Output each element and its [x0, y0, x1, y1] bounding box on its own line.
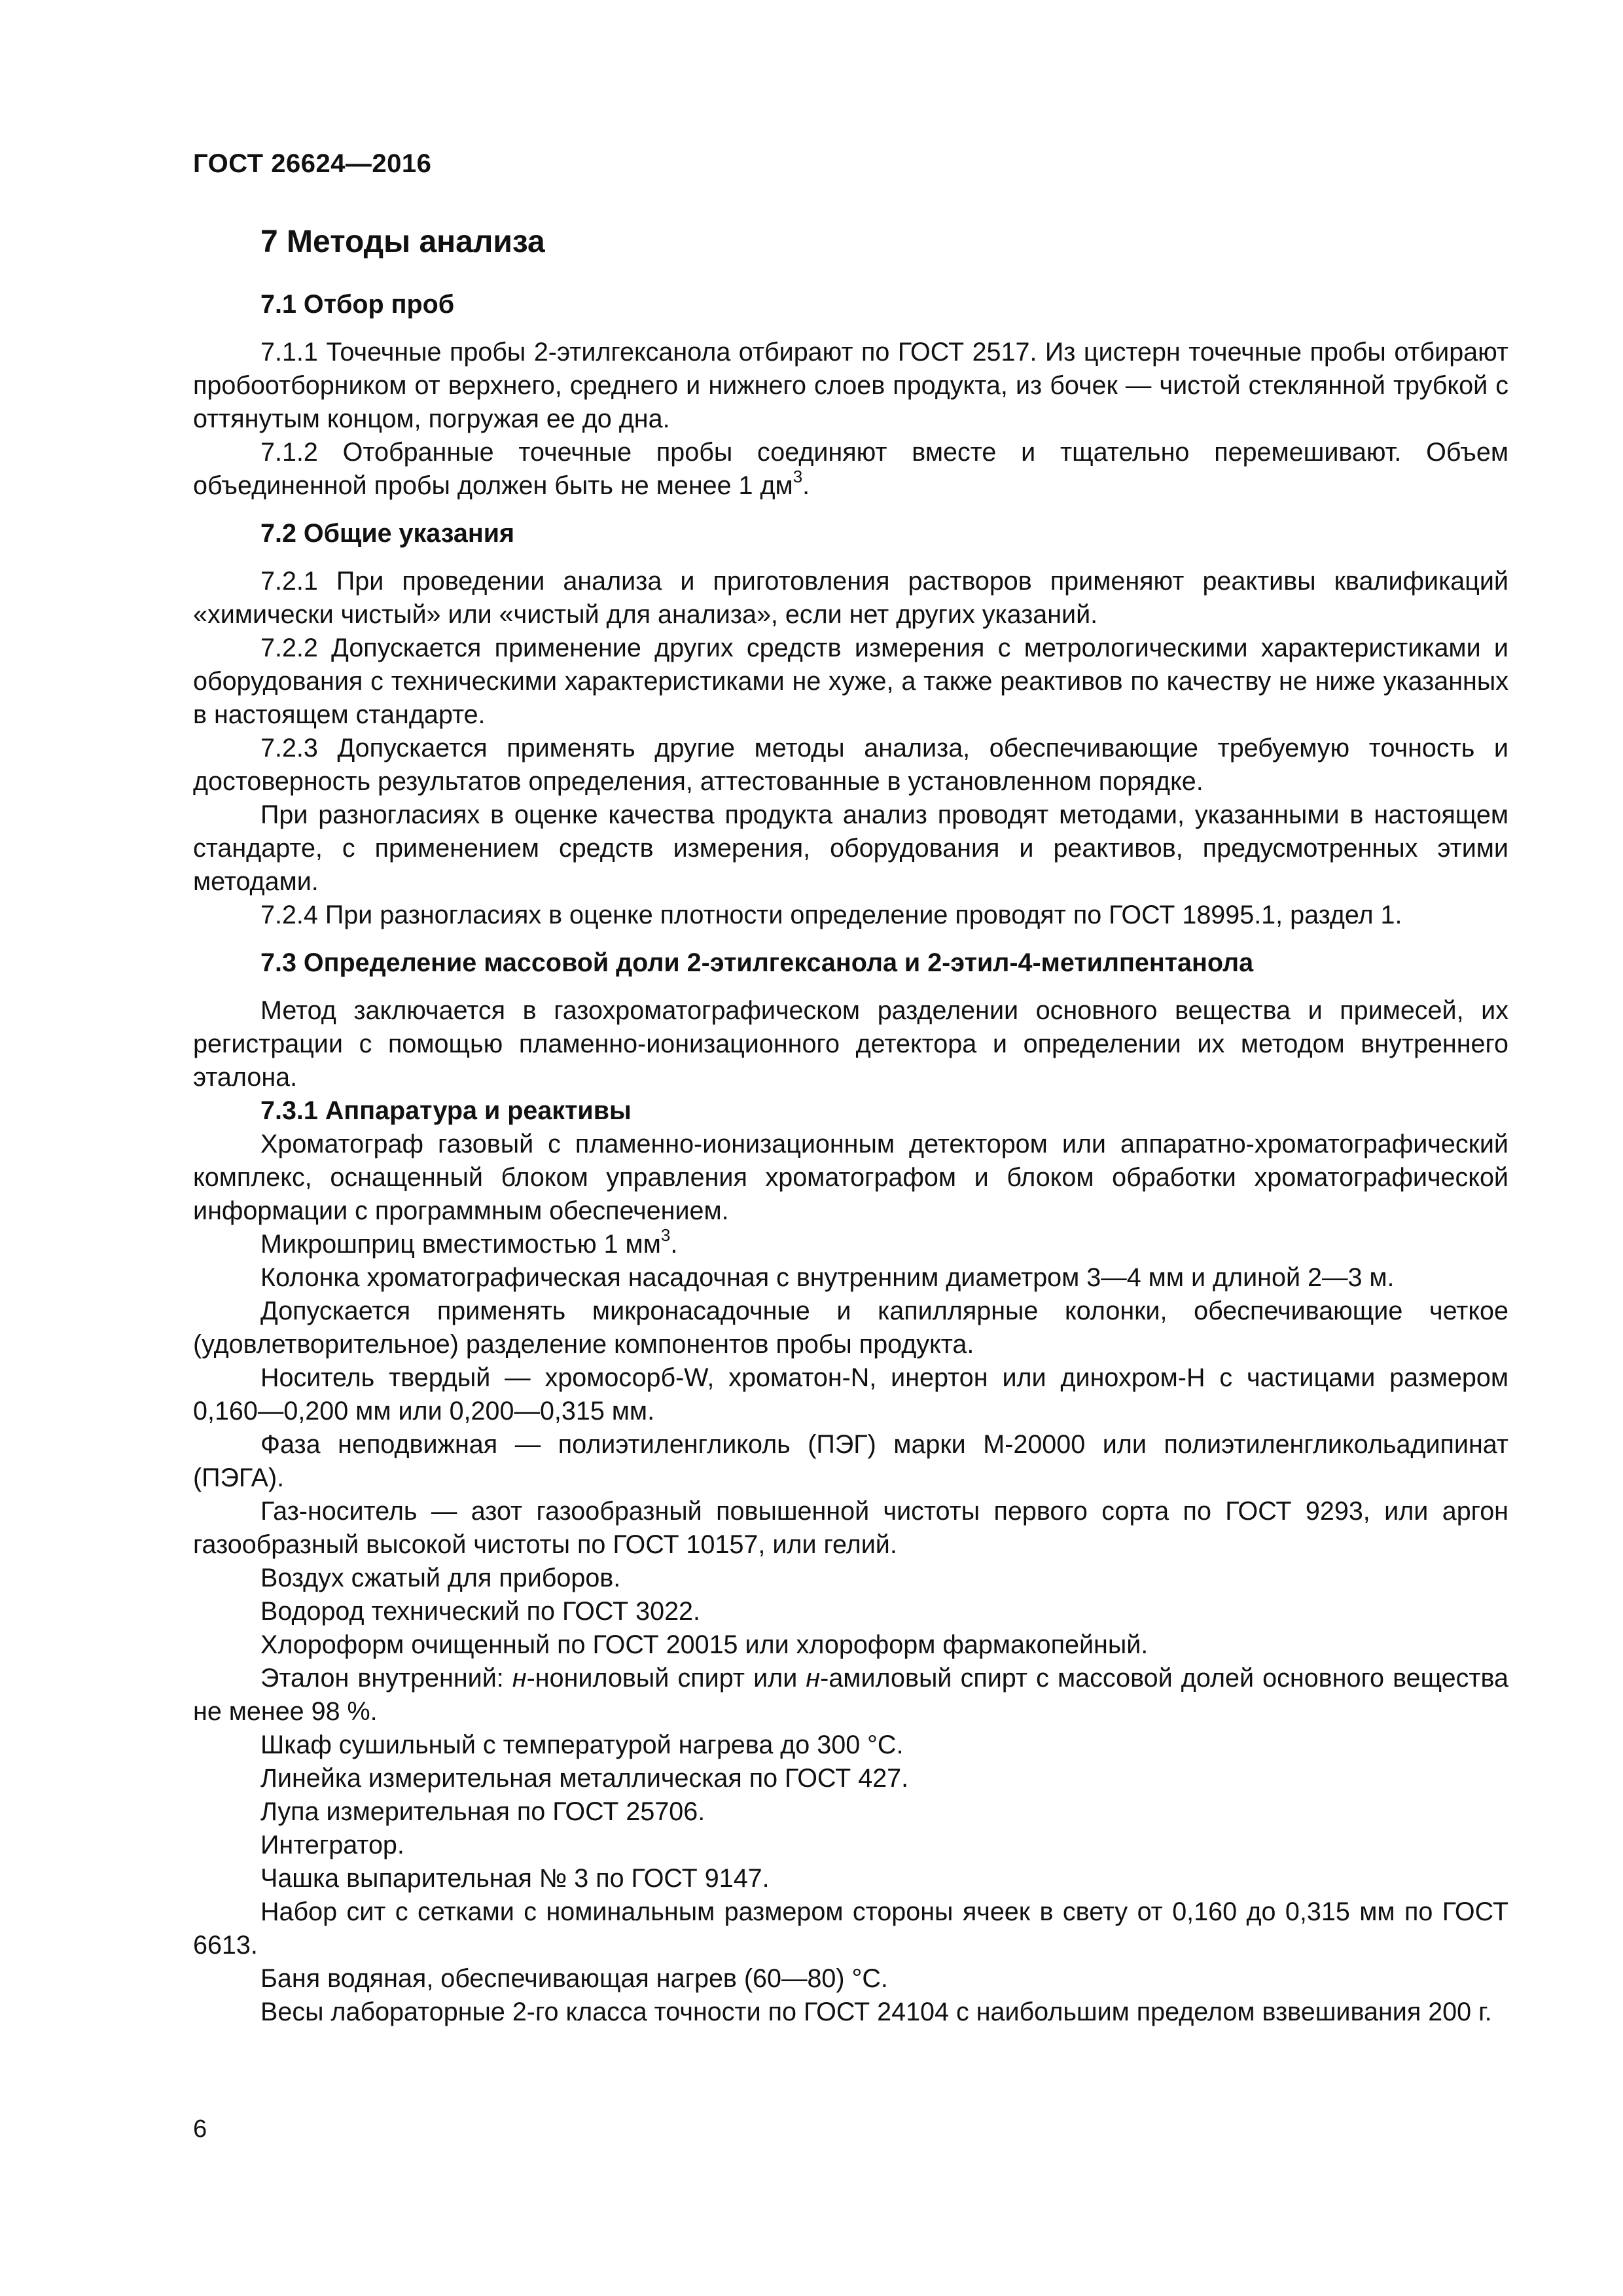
- paragraph-7-2-3-disputes: При разногласиях в оценке качества продукта анализ проводят методами, указанными в настоящем стандарте, с применением средств измерения, оборудования и реактивов, предусмотренных этими методами.: [193, 800, 1508, 896]
- item-internal-standard-text-1: Эталон внутренний:: [260, 1664, 512, 1693]
- item-microsyringe: [193, 1225, 1508, 1261]
- page-number: 6: [193, 2115, 207, 2143]
- subsection-title-7-3-1: 7.3.1 Аппаратура и реактивы: [260, 1096, 632, 1125]
- item-chloroform: Хлороформ очищенный по ГОСТ 20015 или хлороформ фармакопейный.: [260, 1630, 1149, 1659]
- item-internal-standard-text-2: -нониловый спирт или: [526, 1664, 806, 1693]
- item-scales: Весы лабораторные 2-го класса точности по ГОСТ 24104 с наибольшим пределом взвешивания 200 г.: [260, 1998, 1492, 2026]
- subsection-title-7-2: 7.2 Общие указания: [260, 519, 515, 548]
- item-microsyringe-end: .: [670, 1230, 678, 1259]
- paragraph-7-1-2-end: .: [802, 471, 810, 500]
- superscript-3: 3: [660, 1225, 671, 1245]
- item-integrator: Интегратор.: [260, 1831, 404, 1859]
- paragraph-7-3-intro: Метод заключается в газохроматографическом разделении основного вещества и примесей, их регистрации с помощью пламенно-ионизационного детектора и определении их методом внутреннего эталона.: [193, 996, 1508, 1092]
- paragraph-7-1-1: 7.1.1 Точечные пробы 2-этилгексанола отбирают по ГОСТ 2517. Из цистерн точечные пробы отбирают пробоотборником от верхнего, среднего и нижнего слоев продукта, из бочек — чистой стеклянной трубкой с оттянутым концом, погружая ее до дна.: [193, 338, 1508, 433]
- paragraph-7-2-4: 7.2.4 При разногласиях в оценке плотности определение проводят по ГОСТ 18995.1, раздел 1.: [260, 901, 1402, 929]
- item-sieves: Набор сит с сетками с номинальным размером стороны ячеек в свету от 0,160 до 0,315 мм по ГОСТ 6613.: [193, 1897, 1508, 1960]
- item-evaporating-dish: Чашка выпарительная № 3 по ГОСТ 9147.: [260, 1864, 770, 1893]
- italic-n-2: н: [806, 1664, 821, 1693]
- item-column: Колонка хроматографическая насадочная с внутренним диаметром 3—4 мм и длиной 2—3 м.: [260, 1263, 1395, 1292]
- item-internal-standard-text-3: -амиловый спирт с массовой долей основного вещества не менее 98 %.: [193, 1664, 1508, 1726]
- item-internal-standard: [193, 1662, 1508, 1729]
- item-compressed-air: Воздух сжатый для приборов.: [260, 1564, 621, 1592]
- paragraph-7-2-1: 7.2.1 При проведении анализа и приготовления растворов применяют реактивы квалификаций «химически чистый» или «чистый для анализа», если нет других указаний.: [193, 567, 1508, 629]
- item-hydrogen: Водород технический по ГОСТ 3022.: [260, 1597, 701, 1626]
- paragraph-7-1-2: [193, 436, 1508, 503]
- item-water-bath: Баня водяная, обеспечивающая нагрев (60—80) °С.: [260, 1964, 888, 1993]
- item-microsyringe-text: Микрошприц вместимостью 1 мм: [260, 1230, 661, 1259]
- item-drying-cabinet: Шкаф сушильный с температурой нагрева до 300 °С.: [260, 1731, 904, 1759]
- italic-n-1: н: [512, 1664, 527, 1693]
- document-id: ГОСТ 26624—2016: [193, 149, 432, 178]
- item-ruler: Линейка измерительная металлическая по ГОСТ 427.: [260, 1764, 909, 1793]
- item-solid-carrier: Носитель твердый — хромосорб-W, хроматон-N, инертон или динохром-Н с частицами размером 0,160—0,200 мм или 0,200—0,315 мм.: [193, 1363, 1508, 1426]
- page-content: [193, 223, 1508, 2029]
- subsection-title-7-1: 7.1 Отбор проб: [260, 290, 455, 319]
- paragraph-7-2-3: 7.2.3 Допускается применять другие методы анализа, обеспечивающие требуемую точность и достоверность результатов определения, аттестованные в установленном порядке.: [193, 734, 1508, 796]
- paragraph-7-1-2-text: 7.1.2 Отобранные точечные пробы соединяют вместе и тщательно перемешивают. Объем объединенной пробы должен быть не менее 1 дм: [193, 438, 1508, 500]
- item-magnifier: Лупа измерительная по ГОСТ 25706.: [260, 1797, 705, 1826]
- item-carrier-gas: Газ-носитель — азот газообразный повышенной чистоты первого сорта по ГОСТ 9293, или аргон газообразный высокой чистоты по ГОСТ 10157, или гелий.: [193, 1497, 1508, 1559]
- superscript-3: 3: [793, 466, 803, 486]
- section-title: 7 Методы анализа: [260, 224, 545, 259]
- item-stationary-phase: Фаза неподвижная — полиэтиленгликоль (ПЭГ) марки М-20000 или полиэтиленгликольадипинат (ПЭГА).: [193, 1430, 1508, 1492]
- paragraph-7-2-2: 7.2.2 Допускается применение других средств измерения с метрологическими характеристиками и оборудования с техническими характеристиками не хуже, а также реактивов по качеству не ниже указанных в настоящем стандарте.: [193, 634, 1508, 729]
- item-chromatograph: Хроматограф газовый с пламенно-ионизационным детектором или аппаратно-хроматографический комплекс, оснащенный блоком управления хроматографом и блоком обработки хроматографической информации с программным обеспечением.: [193, 1130, 1508, 1225]
- subsection-title-7-3: 7.3 Определение массовой доли 2-этилгексанола и 2-этил-4-метилпентанола: [260, 948, 1254, 977]
- item-capillary-columns: Допускается применять микронасадочные и капиллярные колонки, обеспечивающие четкое (удовлетворительное) разделение компонентов пробы продукта.: [193, 1297, 1508, 1359]
